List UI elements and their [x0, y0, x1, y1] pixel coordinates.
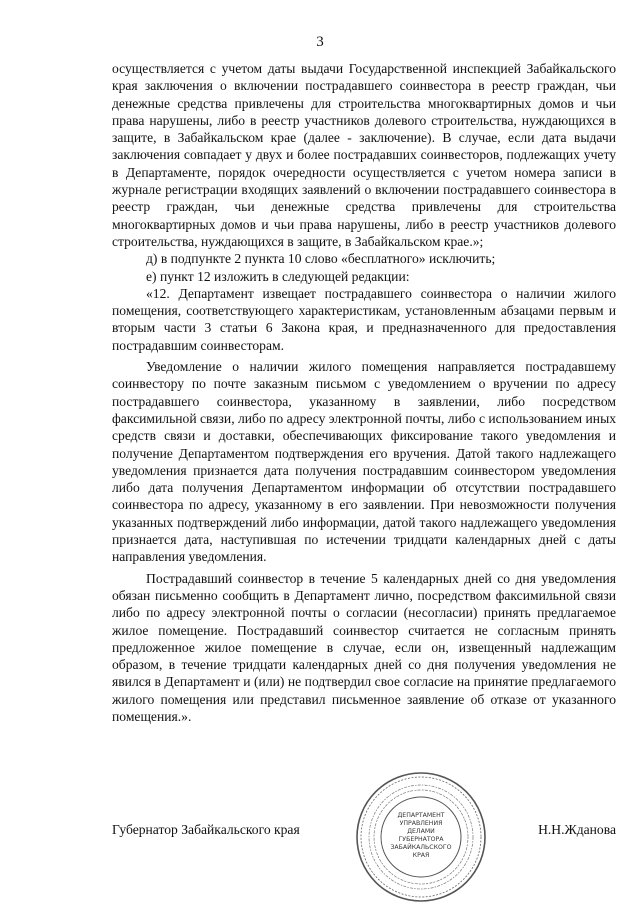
seal-line-1: ДЕПАРТАМЕНТ	[397, 812, 445, 819]
document-body	[112, 60, 616, 725]
official-seal-stamp	[354, 770, 488, 904]
seal-graphic	[354, 770, 488, 904]
seal-line-2: УПРАВЛЕНИЯ	[399, 820, 443, 827]
paragraph-notification: Уведомление о наличии жилого помещения направляется пострадавшему соинвестору по почте заказным письмом с уведомлением о вручении по адресу пострадавшего соинвестора, указанному в заявлении, либо посредством факсимильной связи, либо по адресу электронной почты, либо с использованием иных средств связи и доставки, обеспечивающих фиксирование такого уведомления и получение Департаментом подтверждения его вручения. Датой такого надлежащего уведомления признается дата получения пострадавшим соинвестором уведомления либо дата получения Департаментом информации об отсутствии пострадавшего соинвестора по адресу, указанному в его заявлении. При невозможности получения указанных подтверждений либо информации, датой такого надлежащего уведомления признается дата, наступившая по истечении тридцати календарных дней с даты направления уведомления.	[112, 359, 616, 565]
paragraph-clause-12: «12. Департамент извещает пострадавшего соинвестора о наличии жилого помещения, соответствующего характеристикам, установленным абзацами первым и вторым части 3 статьи 6 Закона края, и предназначенного для предоставления пострадавшим соинвесторам.	[112, 285, 616, 353]
paragraph-subitem-e: е) пункт 12 изложить в следующей редакции:	[146, 268, 410, 284]
signatory-name: Н.Н.Жданова	[538, 822, 616, 837]
signatory-position: Губернатор Забайкальского края	[112, 822, 300, 837]
seal-line-6: КРАЯ	[412, 852, 430, 859]
paragraph-continuation: осуществляется с учетом даты выдачи Государственной инспекцией Забайкальского края заключения о включении пострадавшего соинвестора в реестр граждан, чьи денежные средства привлечены для строительства многоквартирных домов и чьи права нарушены, либо в реестр участников долевого строительства, нуждающихся в защите, в Забайкальском крае (далее - заключение). В случае, если дата выдачи заключения совпадает у двух и более пострадавших соинвесторов, подлежащих учету в Департаменте, порядок очередности осуществляется с учетом номера записи в журнале регистрации входящих заявлений о включении пострадавшего соинвестора в реестр граждан, чьи денежные средства привлечены для строительства многоквартирных домов и чьи права нарушены, либо в реестр участников долевого строительства, нуждающихся в защите, в Забайкальском крае.»;	[112, 61, 616, 249]
paragraph-subitem-d: д) в подпункте 2 пункта 10 слово «бесплатного» исключить;	[146, 251, 496, 267]
page-number: 3	[316, 34, 324, 50]
paragraph-consent: Пострадавший соинвестор в течение 5 календарных дней со дня уведомления обязан письменно сообщить в Департамент лично, посредством факсимильной связи либо по адресу электронной почты о согласии (несогласии) принять предлагаемое жилое помещение. Пострадавший соинвестор считается не согласным принять предложенное жилое помещение в случае, если он, извещенный надлежащим образом, в течение тридцати календарных дней со дня получения уведомления не явился в Департамент и (или) не подтвердил свое согласие на принятие предлагаемого жилого помещения или представил письменное заявление об отказе от указанного помещения.».	[112, 570, 616, 724]
seal-line-5: ЗАБАЙКАЛЬСКОГО	[390, 844, 452, 851]
seal-line-4: ГУБЕРНАТОРА	[398, 836, 444, 843]
seal-line-3: ДЕЛАМИ	[407, 828, 435, 835]
